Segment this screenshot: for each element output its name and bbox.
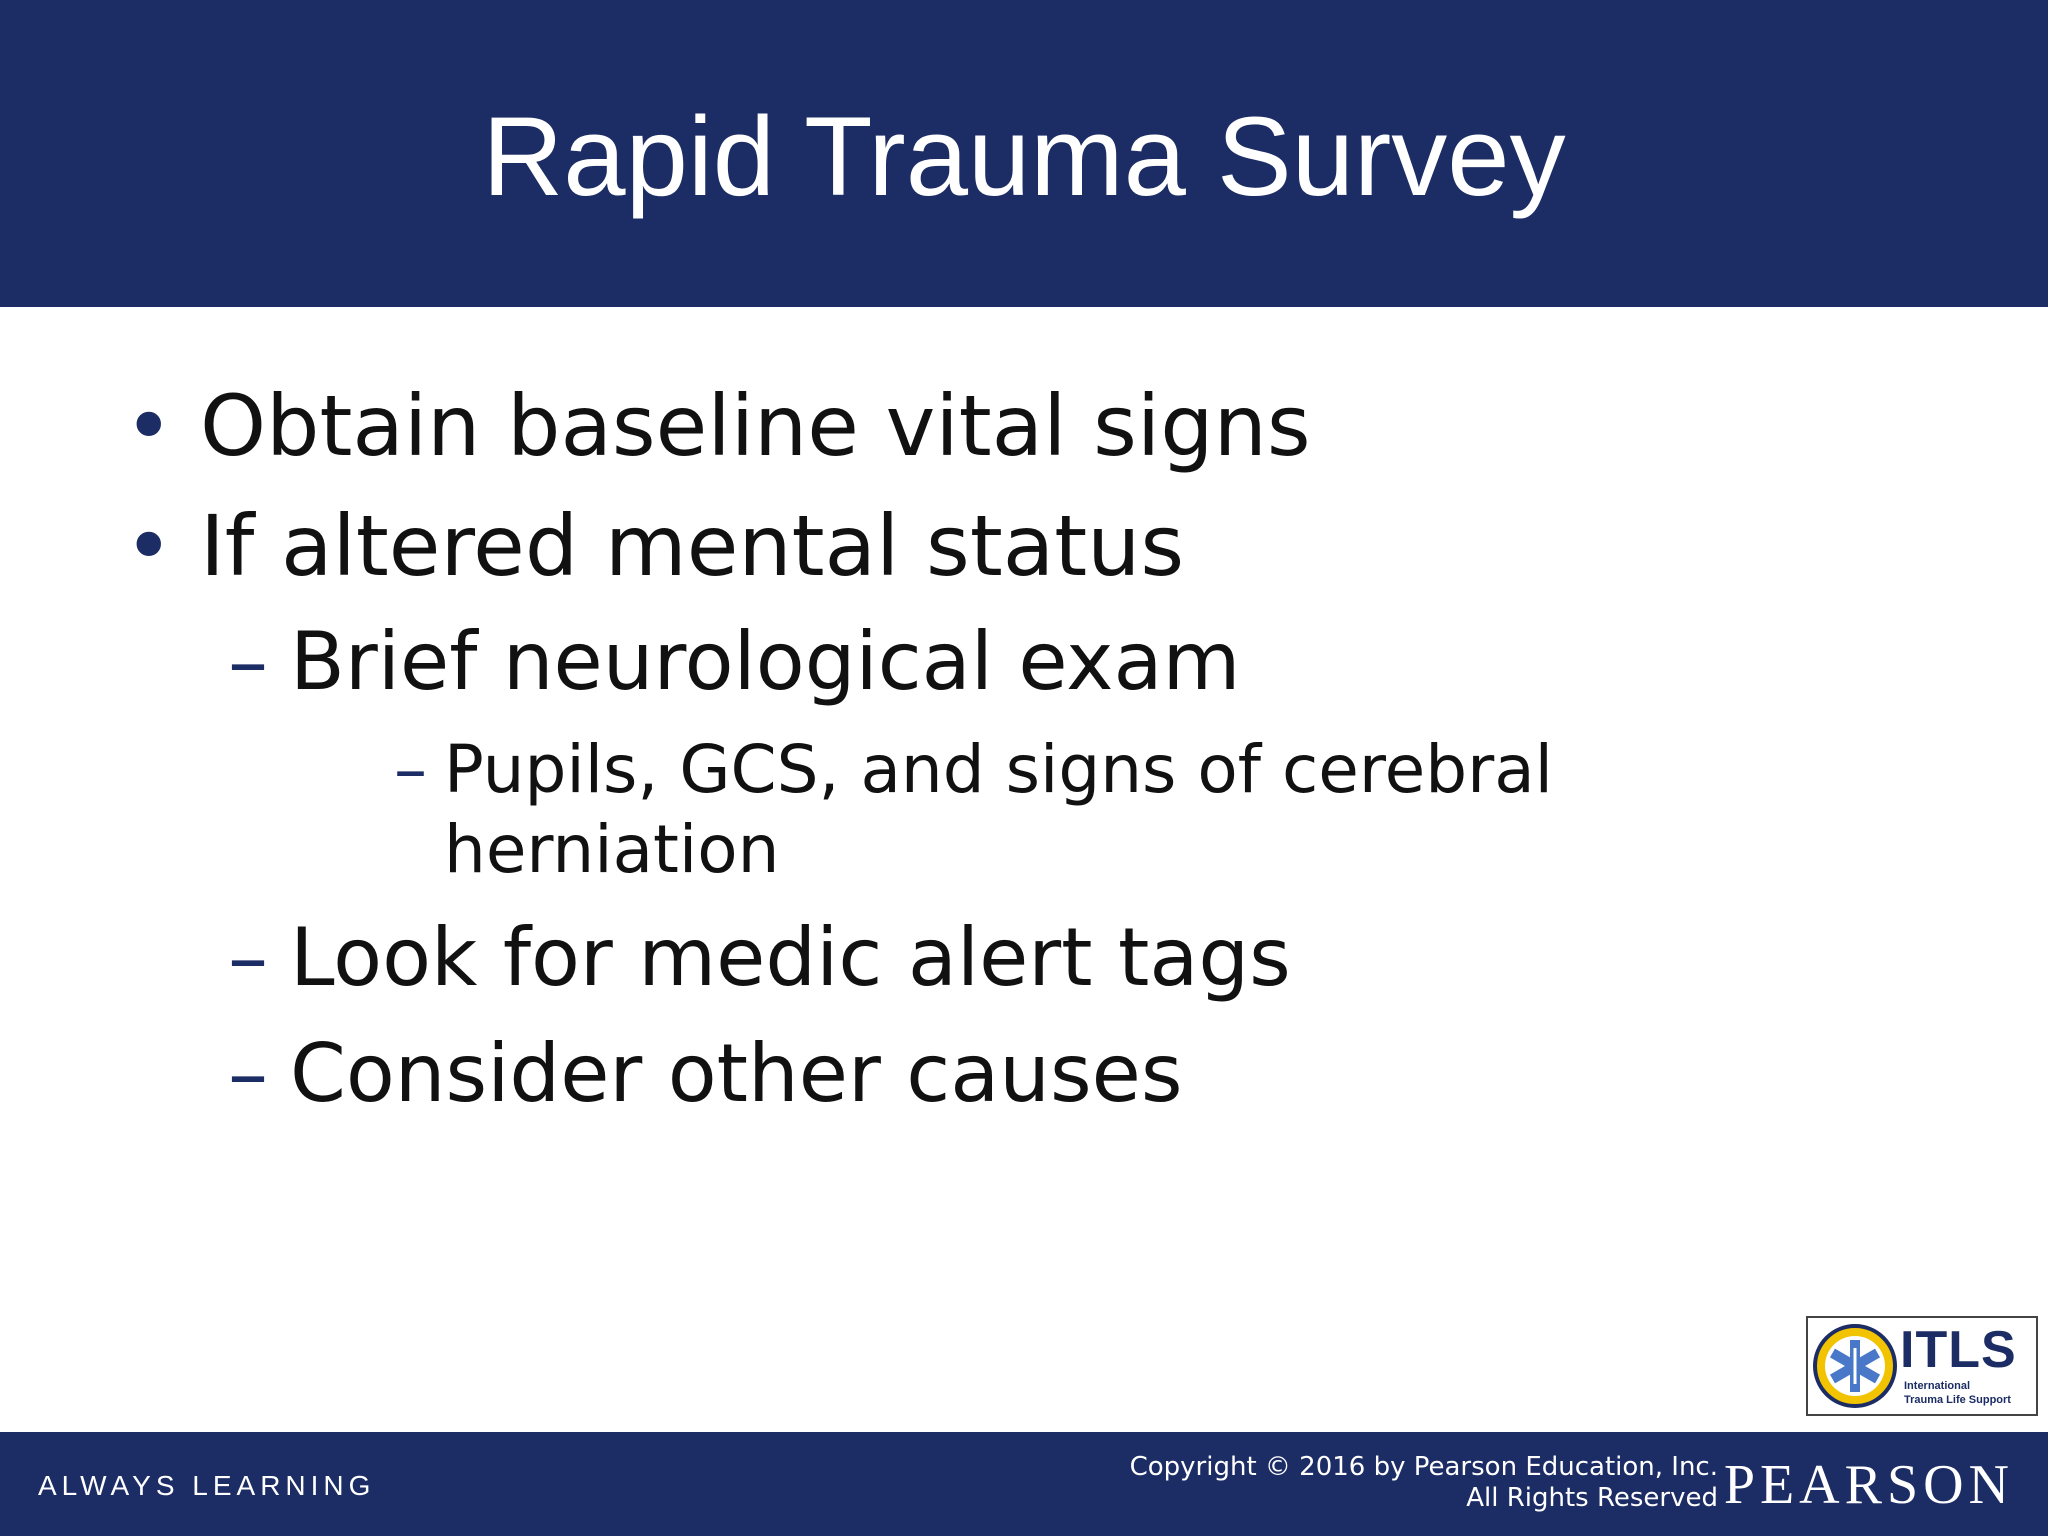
- sub-bullet-text: Brief neurological exam: [290, 615, 1241, 708]
- logo-wordmark: ITLS: [1900, 1321, 2017, 1379]
- slide-title: Rapid Trauma Survey: [482, 94, 1566, 219]
- copyright-line: Copyright © 2016 by Pearson Education, Inc.: [1129, 1452, 1718, 1482]
- rights-line: All Rights Reserved: [1466, 1483, 1718, 1513]
- pearson-logo: PEARSON: [1723, 1454, 2014, 1516]
- sub-bullet-marker: –: [228, 911, 268, 1004]
- sub-sub-bullet-marker: –: [394, 731, 427, 808]
- sub-bullet-text: Look for medic alert tags: [290, 911, 1291, 1004]
- footer-bar: [0, 1432, 2048, 1536]
- sub-bullet-text: Consider other causes: [290, 1027, 1183, 1120]
- copyright-notice: [1130, 1452, 1718, 1514]
- bullet-text: Obtain baseline vital signs: [200, 377, 1311, 475]
- star-of-life-icon: [1810, 1318, 1900, 1414]
- logo-subtitle: Trauma Life Support: [1904, 1394, 2011, 1406]
- bullet-text: If altered mental status: [200, 497, 1185, 595]
- sub-bullet-marker: –: [228, 1027, 268, 1120]
- itls-logo: [1806, 1316, 2038, 1416]
- sub-bullet-marker: –: [228, 615, 268, 708]
- bullet-marker: •: [124, 377, 174, 475]
- logo-subtitle: International: [1904, 1380, 1971, 1392]
- footer-tagline: ALWAYS LEARNING: [38, 1470, 376, 1501]
- bullet-marker: •: [124, 497, 174, 595]
- title-bar: [0, 0, 2048, 307]
- sub-sub-bullet-text: Pupils, GCS, and signs of cerebral: [444, 731, 1554, 808]
- sub-sub-bullet-text-continued: herniation: [444, 811, 780, 888]
